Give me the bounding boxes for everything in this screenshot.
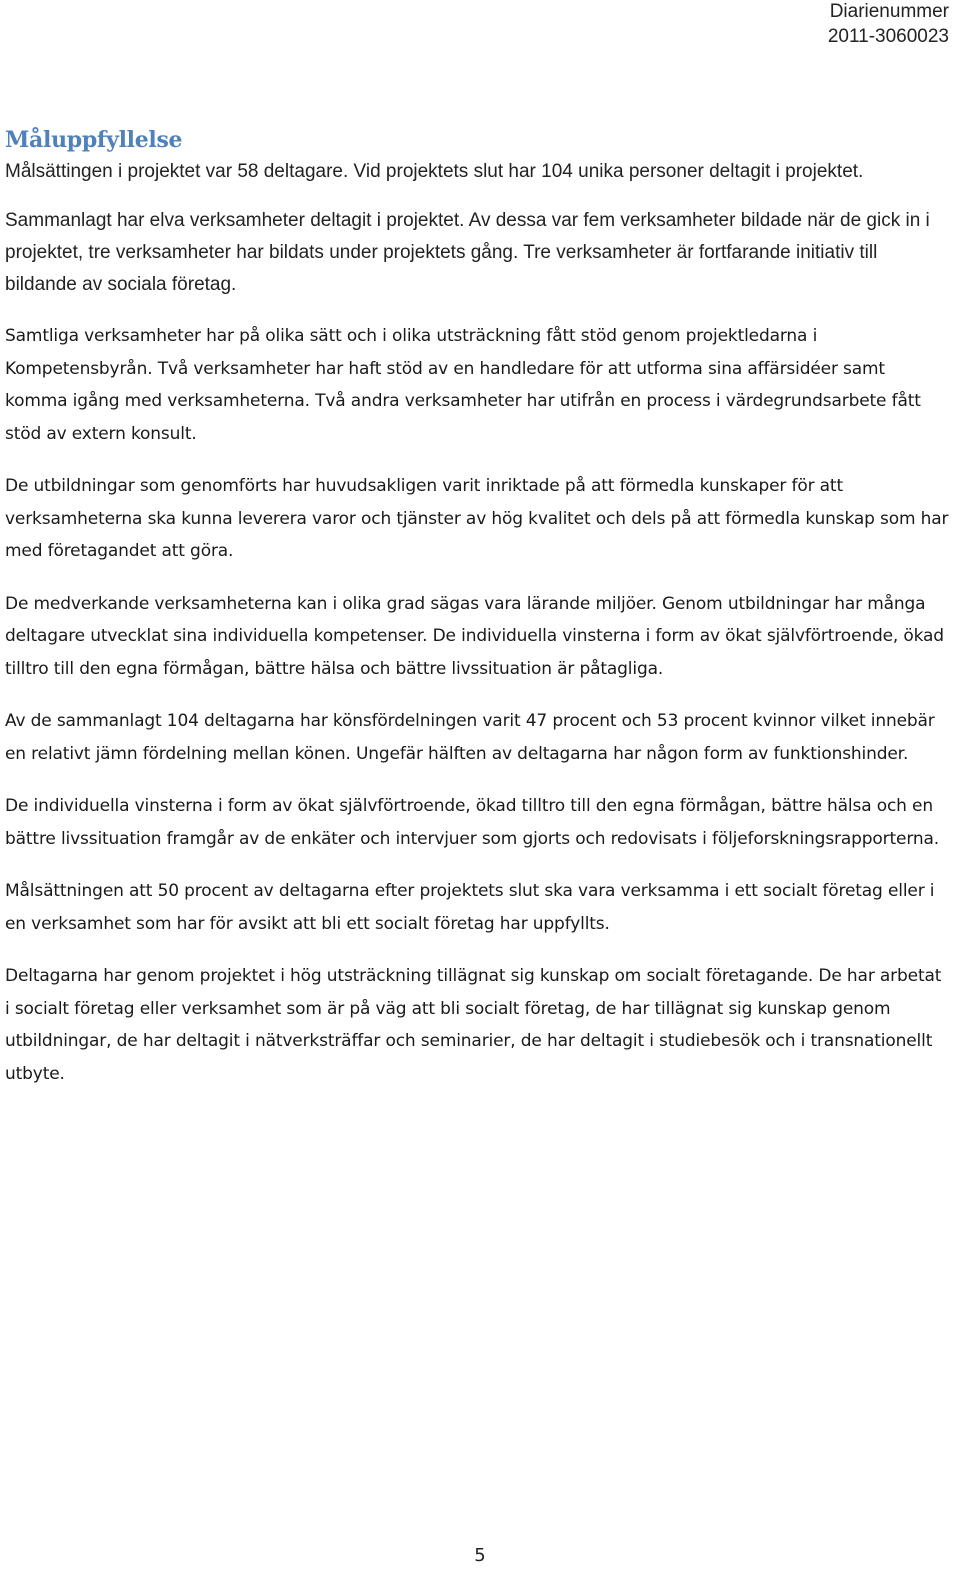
paragraph-trainings: De utbildningar som genomförts har huvudsakligen varit inriktade på att förmedla kunskaper för att verksamheterna ska kunna leverera varor och tjänster av hög kvalitet och dels på att förmedla kunskap som har med företagandet att göra. xyxy=(5,476,949,561)
diary-number-label: Diarienummer xyxy=(829,1,949,22)
document-reference xyxy=(828,0,949,49)
paragraph-goal-fulfilled: Målsättningen att 50 procent av deltagarna efter projektets slut ska vara verksamma i ett socialt företag eller i en verksamhet som har för avsikt att bli ett socialt företag har uppfyllts. xyxy=(5,881,935,934)
diary-number-value: 2011-3060023 xyxy=(827,26,949,47)
document-body xyxy=(5,124,950,1090)
paragraph-learning-environments: De medverkande verksamheterna kan i olika grad sägas vara lärande miljöer. Genom utbildningar har många deltagare utvecklat sina individuella kompetenser. De individuella vinsterna i form av ökat självförtroende, ökad tilltro till den egna förmågan, bättre hälsa och bättre livssituation är påtagliga. xyxy=(5,593,944,679)
paragraph-individual-gains: De individuella vinsterna i form av ökat självförtroende, ökad tilltro till den egna förmågan, bättre hälsa och en bättre livssituation framgår av de enkäter och intervjuer som gjorts och redovisats i följeforskningsrapporterna. xyxy=(5,796,940,849)
paragraph-gender-distribution: Av de sammanlagt 104 deltagarna har könsfördelningen varit 47 procent och 53 procent kvinnor vilket innebär en relativt jämn fördelning mellan könen. Ungefär hälften av deltagarna har någon form av funktionshinder. xyxy=(5,711,935,764)
paragraph-support: Samtliga verksamheter har på olika sätt och i olika utsträckning fått stöd genom projektledarna i Kompetensbyrån. Två verksamheter har haft stöd av en handledare för att utforma sina affärsidéer samt komma igång med verksamheterna. Två andra verksamheter har utifrån en process i värdegrundsarbete fått stöd av extern konsult. xyxy=(5,326,921,444)
section-heading: Måluppfyllelse xyxy=(5,127,183,153)
paragraph-goal-participants: Målsättingen i projektet var 58 deltagare. Vid projektets slut har 104 unika personer deltagit i projektet. xyxy=(5,161,864,182)
page-number: 5 xyxy=(474,1545,486,1566)
paragraph-organisations: Sammanlagt har elva verksamheter deltagit i projektet. Av dessa var fem verksamheter bildade när de gick in i projektet, tre verksamheter har bildats under projektets gång. Tre verksamheter är fortfarande initiativ till bildande av sociala företag. xyxy=(5,210,930,295)
paragraph-knowledge: Deltagarna har genom projektet i hög utsträckning tillägnat sig kunskap om socialt företagande. De har arbetat i socialt företag eller verksamhet som är på väg att bli socialt företag, de har tillägnat sig kunskap genom utbildningar, de har deltagit i nätverksträffar och seminarier, de har deltagit i studiebesök och i transnationellt utbyte. xyxy=(5,966,942,1084)
